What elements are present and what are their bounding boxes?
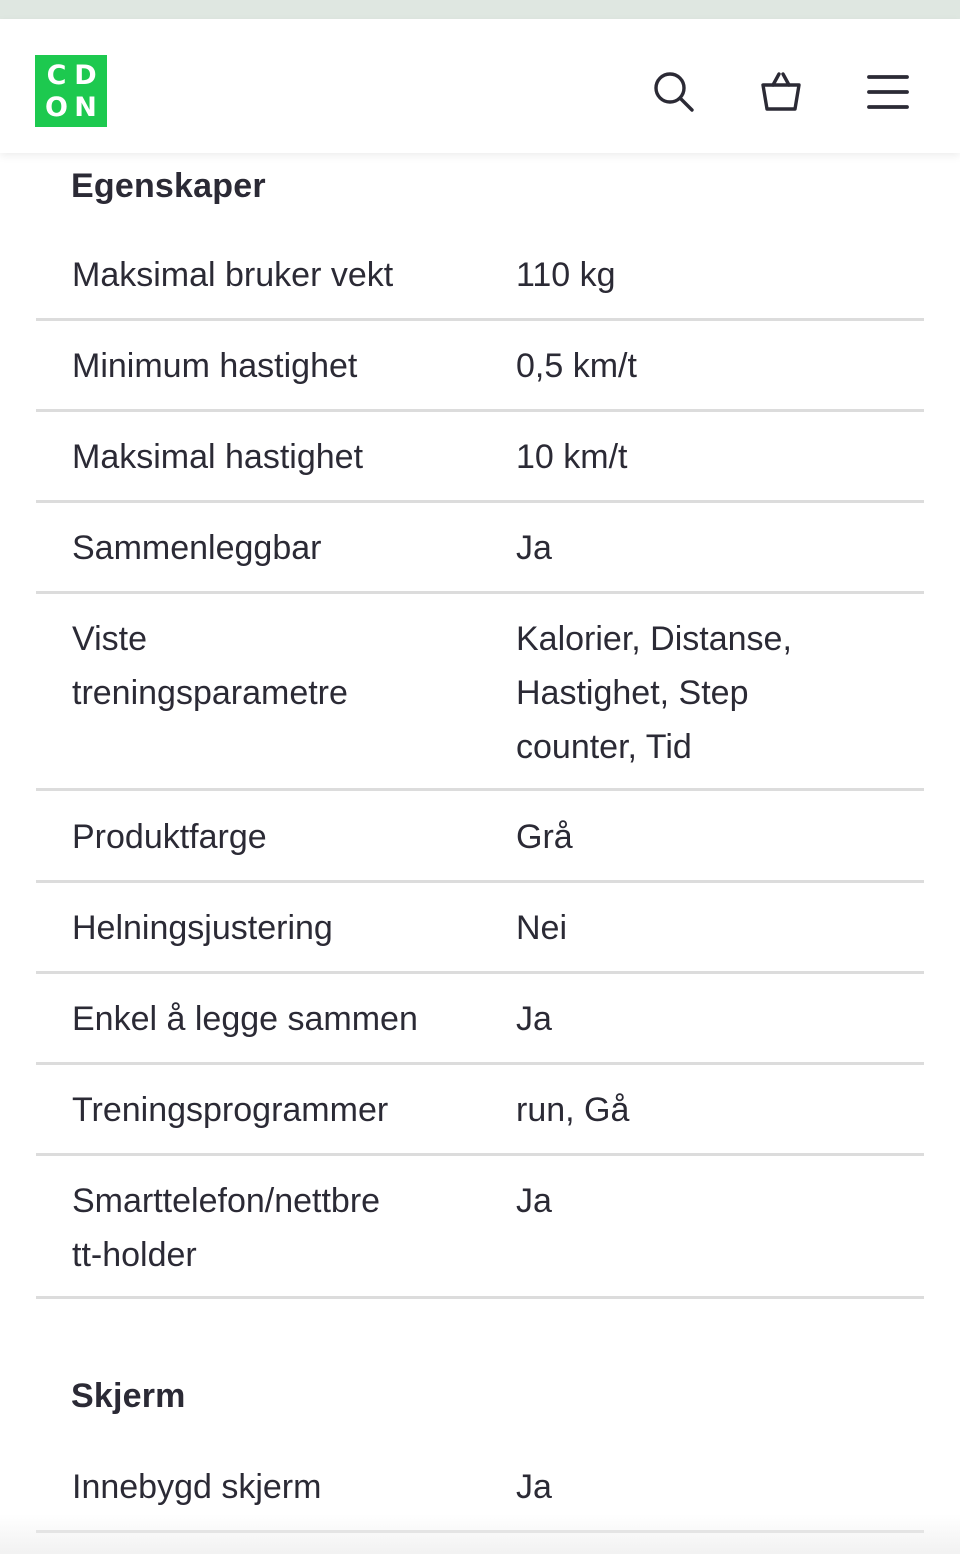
logo-letter: C xyxy=(46,59,67,91)
spec-row xyxy=(36,810,924,883)
spec-label-line: treningsparametre xyxy=(72,674,348,712)
spec-value-line: counter, Tid xyxy=(516,728,692,766)
search-icon[interactable] xyxy=(650,68,698,116)
site-header xyxy=(0,19,960,153)
spec-row xyxy=(36,901,924,974)
spec-label: Helningsjustering xyxy=(72,909,333,947)
spec-value: run, Gå xyxy=(516,1091,630,1129)
spec-label: Treningsprogrammer xyxy=(72,1091,389,1129)
spec-value: 0,5 km/t xyxy=(516,347,637,385)
spec-label: Maksimal hastighet xyxy=(72,438,364,476)
spec-value: Ja xyxy=(516,1182,552,1220)
spec-label: Minimum hastighet xyxy=(72,347,358,385)
spec-value: Ja xyxy=(516,529,552,567)
spec-row xyxy=(36,612,924,791)
spec-value-line: Hastighet, Step xyxy=(516,674,749,712)
spec-value: Nei xyxy=(516,909,568,947)
logo-letter: N xyxy=(74,91,97,123)
spec-value: 110 kg xyxy=(516,256,616,294)
spec-label: Maksimal bruker vekt xyxy=(72,256,394,294)
spec-label xyxy=(72,612,452,720)
section-title: Egenskaper xyxy=(71,167,266,205)
spec-row xyxy=(36,1174,924,1299)
spec-value: Ja xyxy=(516,1000,552,1038)
spec-value: Ja xyxy=(516,1468,552,1506)
spec-row xyxy=(36,1083,924,1156)
spec-row xyxy=(36,339,924,412)
spec-label: Enkel å legge sammen xyxy=(72,1000,418,1038)
spec-value-line: Kalorier, Distanse, xyxy=(516,620,792,658)
spec-row xyxy=(36,248,924,321)
spec-label: Produktfarge xyxy=(72,818,267,856)
spec-label: Innebygd skjerm xyxy=(72,1468,322,1506)
section-title: Skjerm xyxy=(71,1377,186,1415)
menu-icon[interactable] xyxy=(864,68,912,116)
spec-value: 10 km/t xyxy=(516,438,628,476)
spec-label-line: tt-holder xyxy=(72,1236,197,1274)
spec-label-line: Smarttelefon/nettbre xyxy=(72,1182,381,1220)
spec-row xyxy=(36,992,924,1065)
spec-value: Grå xyxy=(516,818,573,856)
spec-row xyxy=(36,521,924,594)
spec-row xyxy=(36,1460,924,1533)
spec-value xyxy=(516,612,876,774)
spec-label: Sammenleggbar xyxy=(72,529,322,567)
logo-letter: D xyxy=(74,59,97,91)
cdon-logo[interactable] xyxy=(35,55,107,127)
logo-letter: O xyxy=(45,91,68,123)
spec-label-line: Viste xyxy=(72,620,147,658)
top-strip xyxy=(0,0,960,19)
spec-row xyxy=(36,430,924,503)
spec-label xyxy=(72,1174,452,1282)
basket-icon[interactable] xyxy=(757,68,805,116)
